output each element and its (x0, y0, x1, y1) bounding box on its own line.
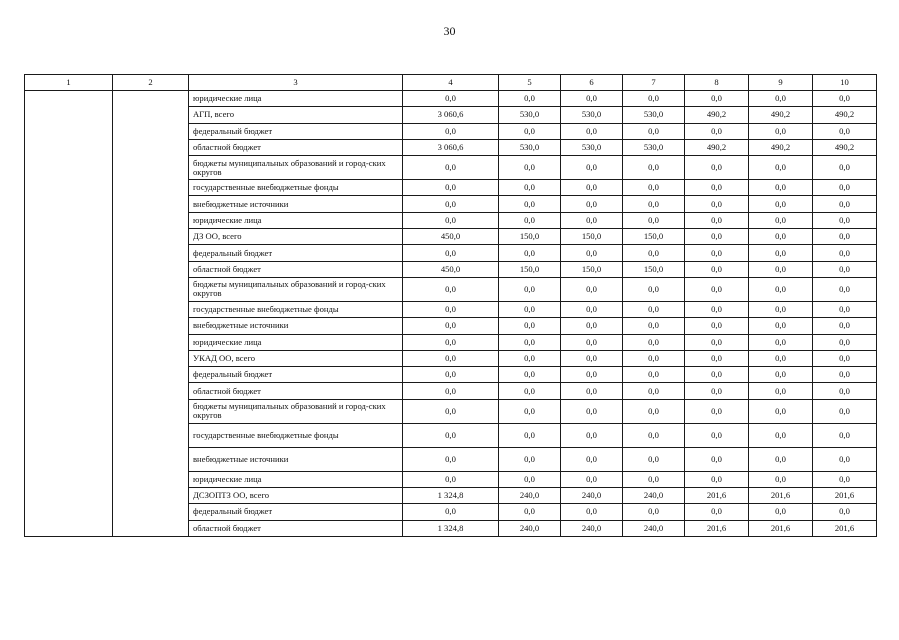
row-label: областной бюджет (189, 520, 403, 536)
value-cell: 0,0 (561, 277, 623, 301)
value-cell: 0,0 (813, 301, 877, 317)
value-cell: 0,0 (685, 123, 749, 139)
row-label: бюджеты муниципальных образований и город-ских округов (189, 156, 403, 180)
value-cell: 201,6 (813, 520, 877, 536)
value-cell: 530,0 (561, 139, 623, 155)
table-row (25, 91, 877, 107)
value-cell: 240,0 (499, 488, 561, 504)
value-cell: 0,0 (685, 318, 749, 334)
value-cell: 0,0 (403, 383, 499, 399)
value-cell: 0,0 (685, 383, 749, 399)
value-cell: 0,0 (623, 301, 685, 317)
row-label: областной бюджет (189, 139, 403, 155)
value-cell: 0,0 (685, 212, 749, 228)
value-cell: 0,0 (749, 261, 813, 277)
value-cell: 0,0 (623, 383, 685, 399)
value-cell: 0,0 (499, 180, 561, 196)
value-cell: 0,0 (813, 196, 877, 212)
value-cell: 150,0 (499, 261, 561, 277)
value-cell: 0,0 (403, 123, 499, 139)
value-cell: 0,0 (499, 123, 561, 139)
value-cell: 0,0 (403, 504, 499, 520)
value-cell: 0,0 (499, 301, 561, 317)
value-cell: 0,0 (749, 277, 813, 301)
row-label: государственные внебюджетные фонды (189, 301, 403, 317)
column-header: 6 (561, 75, 623, 91)
value-cell: 150,0 (499, 229, 561, 245)
value-cell: 0,0 (561, 447, 623, 471)
value-cell: 0,0 (623, 245, 685, 261)
value-cell: 150,0 (561, 229, 623, 245)
value-cell: 0,0 (685, 245, 749, 261)
value-cell: 0,0 (623, 423, 685, 447)
value-cell: 0,0 (685, 423, 749, 447)
value-cell: 0,0 (499, 212, 561, 228)
value-cell: 240,0 (561, 520, 623, 536)
row-label: юридические лица (189, 91, 403, 107)
value-cell: 0,0 (813, 350, 877, 366)
value-cell: 0,0 (813, 123, 877, 139)
value-cell: 0,0 (685, 504, 749, 520)
value-cell: 0,0 (403, 350, 499, 366)
value-cell: 0,0 (403, 318, 499, 334)
value-cell: 0,0 (561, 156, 623, 180)
column-header: 7 (623, 75, 685, 91)
value-cell: 0,0 (685, 447, 749, 471)
table-body (25, 91, 877, 537)
value-cell: 0,0 (403, 212, 499, 228)
value-cell: 3 060,6 (403, 107, 499, 123)
value-cell: 0,0 (623, 277, 685, 301)
value-cell: 0,0 (403, 180, 499, 196)
value-cell: 530,0 (623, 139, 685, 155)
column-header: 5 (499, 75, 561, 91)
budget-table (24, 74, 877, 537)
value-cell: 0,0 (813, 383, 877, 399)
value-cell: 0,0 (499, 504, 561, 520)
value-cell: 0,0 (561, 301, 623, 317)
value-cell: 0,0 (623, 91, 685, 107)
value-cell: 0,0 (749, 196, 813, 212)
value-cell: 490,2 (813, 107, 877, 123)
row-label: государственные внебюджетные фонды (189, 180, 403, 196)
value-cell: 0,0 (813, 334, 877, 350)
value-cell: 0,0 (403, 91, 499, 107)
value-cell: 530,0 (623, 107, 685, 123)
value-cell: 0,0 (813, 91, 877, 107)
value-cell: 0,0 (403, 156, 499, 180)
value-cell: 0,0 (813, 245, 877, 261)
value-cell: 0,0 (499, 156, 561, 180)
value-cell: 0,0 (403, 399, 499, 423)
value-cell: 0,0 (749, 471, 813, 487)
row-label: бюджеты муниципальных образований и город-ских округов (189, 277, 403, 301)
row-label: областной бюджет (189, 261, 403, 277)
value-cell: 0,0 (749, 245, 813, 261)
value-cell: 0,0 (403, 471, 499, 487)
value-cell: 450,0 (403, 261, 499, 277)
value-cell: 0,0 (499, 423, 561, 447)
value-cell: 0,0 (813, 367, 877, 383)
value-cell: 0,0 (561, 334, 623, 350)
value-cell: 0,0 (749, 180, 813, 196)
row-label: федеральный бюджет (189, 504, 403, 520)
value-cell: 0,0 (813, 399, 877, 423)
value-cell: 0,0 (685, 180, 749, 196)
value-cell: 0,0 (561, 383, 623, 399)
value-cell: 0,0 (499, 383, 561, 399)
value-cell: 0,0 (499, 334, 561, 350)
value-cell: 490,2 (685, 139, 749, 155)
value-cell: 0,0 (749, 350, 813, 366)
value-cell: 0,0 (561, 367, 623, 383)
value-cell: 0,0 (813, 318, 877, 334)
value-cell: 0,0 (685, 229, 749, 245)
value-cell: 0,0 (561, 471, 623, 487)
value-cell: 490,2 (813, 139, 877, 155)
value-cell: 240,0 (561, 488, 623, 504)
value-cell: 0,0 (685, 367, 749, 383)
page-number: 30 (443, 24, 456, 38)
value-cell: 0,0 (685, 399, 749, 423)
value-cell: 490,2 (685, 107, 749, 123)
value-cell: 530,0 (499, 107, 561, 123)
value-cell: 450,0 (403, 229, 499, 245)
value-cell: 0,0 (561, 91, 623, 107)
value-cell: 0,0 (623, 399, 685, 423)
column-header: 10 (813, 75, 877, 91)
value-cell: 0,0 (561, 123, 623, 139)
column-header: 9 (749, 75, 813, 91)
row-label: УКАД ОО, всего (189, 350, 403, 366)
value-cell: 0,0 (499, 277, 561, 301)
value-cell: 0,0 (685, 196, 749, 212)
value-cell: 0,0 (749, 383, 813, 399)
row-label: юридические лица (189, 471, 403, 487)
value-cell: 0,0 (623, 212, 685, 228)
row-label: федеральный бюджет (189, 123, 403, 139)
value-cell: 0,0 (749, 504, 813, 520)
value-cell: 0,0 (749, 301, 813, 317)
row-label: ДСЗОПТЗ ОО, всего (189, 488, 403, 504)
value-cell: 0,0 (685, 301, 749, 317)
value-cell: 490,2 (749, 139, 813, 155)
value-cell: 0,0 (685, 350, 749, 366)
value-cell: 0,0 (561, 180, 623, 196)
value-cell: 150,0 (623, 261, 685, 277)
value-cell: 0,0 (623, 367, 685, 383)
value-cell: 0,0 (813, 180, 877, 196)
value-cell: 3 060,6 (403, 139, 499, 155)
value-cell: 1 324,8 (403, 520, 499, 536)
value-cell: 0,0 (403, 334, 499, 350)
value-cell: 0,0 (749, 367, 813, 383)
value-cell: 0,0 (749, 423, 813, 447)
value-cell: 0,0 (561, 212, 623, 228)
row-label: федеральный бюджет (189, 245, 403, 261)
value-cell: 0,0 (749, 447, 813, 471)
value-cell: 0,0 (685, 156, 749, 180)
value-cell: 0,0 (813, 447, 877, 471)
value-cell: 0,0 (813, 277, 877, 301)
value-cell: 0,0 (561, 196, 623, 212)
value-cell: 0,0 (561, 350, 623, 366)
value-cell: 0,0 (685, 334, 749, 350)
row-label: юридические лица (189, 334, 403, 350)
value-cell: 0,0 (561, 423, 623, 447)
value-cell: 201,6 (685, 488, 749, 504)
empty-cell-col2 (113, 91, 189, 537)
value-cell: 0,0 (561, 318, 623, 334)
value-cell: 0,0 (623, 156, 685, 180)
value-cell: 0,0 (623, 334, 685, 350)
row-label: бюджеты муниципальных образований и город-ских округов (189, 399, 403, 423)
row-label: областной бюджет (189, 383, 403, 399)
value-cell: 0,0 (499, 367, 561, 383)
value-cell: 0,0 (685, 261, 749, 277)
value-cell: 240,0 (623, 488, 685, 504)
column-header: 4 (403, 75, 499, 91)
value-cell: 0,0 (685, 91, 749, 107)
column-header: 1 (25, 75, 113, 91)
value-cell: 0,0 (403, 245, 499, 261)
value-cell: 0,0 (623, 447, 685, 471)
value-cell: 150,0 (623, 229, 685, 245)
value-cell: 0,0 (813, 504, 877, 520)
value-cell: 0,0 (623, 318, 685, 334)
value-cell: 0,0 (623, 504, 685, 520)
row-label: федеральный бюджет (189, 367, 403, 383)
value-cell: 0,0 (813, 261, 877, 277)
value-cell: 0,0 (403, 367, 499, 383)
value-cell: 530,0 (499, 139, 561, 155)
column-header: 8 (685, 75, 749, 91)
value-cell: 201,6 (813, 488, 877, 504)
value-cell: 0,0 (813, 156, 877, 180)
row-label: внебюджетные источники (189, 318, 403, 334)
value-cell: 0,0 (749, 318, 813, 334)
column-header: 3 (189, 75, 403, 91)
row-label: государственные внебюджетные фонды (189, 423, 403, 447)
value-cell: 201,6 (749, 488, 813, 504)
value-cell: 0,0 (685, 471, 749, 487)
value-cell: 0,0 (499, 196, 561, 212)
value-cell: 150,0 (561, 261, 623, 277)
value-cell: 0,0 (685, 277, 749, 301)
value-cell: 0,0 (749, 123, 813, 139)
value-cell: 0,0 (813, 212, 877, 228)
value-cell: 201,6 (749, 520, 813, 536)
value-cell: 0,0 (623, 471, 685, 487)
value-cell: 0,0 (561, 399, 623, 423)
value-cell: 0,0 (749, 399, 813, 423)
header-row (25, 75, 877, 91)
empty-cell-col1 (25, 91, 113, 537)
value-cell: 0,0 (623, 123, 685, 139)
row-label: юридические лица (189, 212, 403, 228)
value-cell: 0,0 (749, 91, 813, 107)
value-cell: 240,0 (623, 520, 685, 536)
value-cell: 0,0 (499, 318, 561, 334)
value-cell: 0,0 (623, 180, 685, 196)
value-cell: 0,0 (749, 156, 813, 180)
value-cell: 0,0 (499, 447, 561, 471)
row-label: ДЗ ОО, всего (189, 229, 403, 245)
value-cell: 0,0 (561, 245, 623, 261)
value-cell: 0,0 (813, 471, 877, 487)
value-cell: 0,0 (403, 447, 499, 471)
value-cell: 0,0 (403, 196, 499, 212)
value-cell: 0,0 (499, 350, 561, 366)
value-cell: 0,0 (403, 301, 499, 317)
value-cell: 0,0 (813, 229, 877, 245)
value-cell: 490,2 (749, 107, 813, 123)
value-cell: 0,0 (499, 245, 561, 261)
column-header: 2 (113, 75, 189, 91)
value-cell: 0,0 (623, 196, 685, 212)
value-cell: 0,0 (403, 277, 499, 301)
value-cell: 201,6 (685, 520, 749, 536)
value-cell: 0,0 (561, 504, 623, 520)
value-cell: 0,0 (623, 350, 685, 366)
value-cell: 530,0 (561, 107, 623, 123)
value-cell: 0,0 (749, 334, 813, 350)
value-cell: 0,0 (749, 212, 813, 228)
row-label: АГП, всего (189, 107, 403, 123)
value-cell: 0,0 (499, 399, 561, 423)
value-cell: 0,0 (499, 471, 561, 487)
value-cell: 240,0 (499, 520, 561, 536)
row-label: внебюджетные источники (189, 447, 403, 471)
value-cell: 0,0 (749, 229, 813, 245)
value-cell: 0,0 (813, 423, 877, 447)
value-cell: 0,0 (403, 423, 499, 447)
value-cell: 1 324,8 (403, 488, 499, 504)
value-cell: 0,0 (499, 91, 561, 107)
row-label: внебюджетные источники (189, 196, 403, 212)
